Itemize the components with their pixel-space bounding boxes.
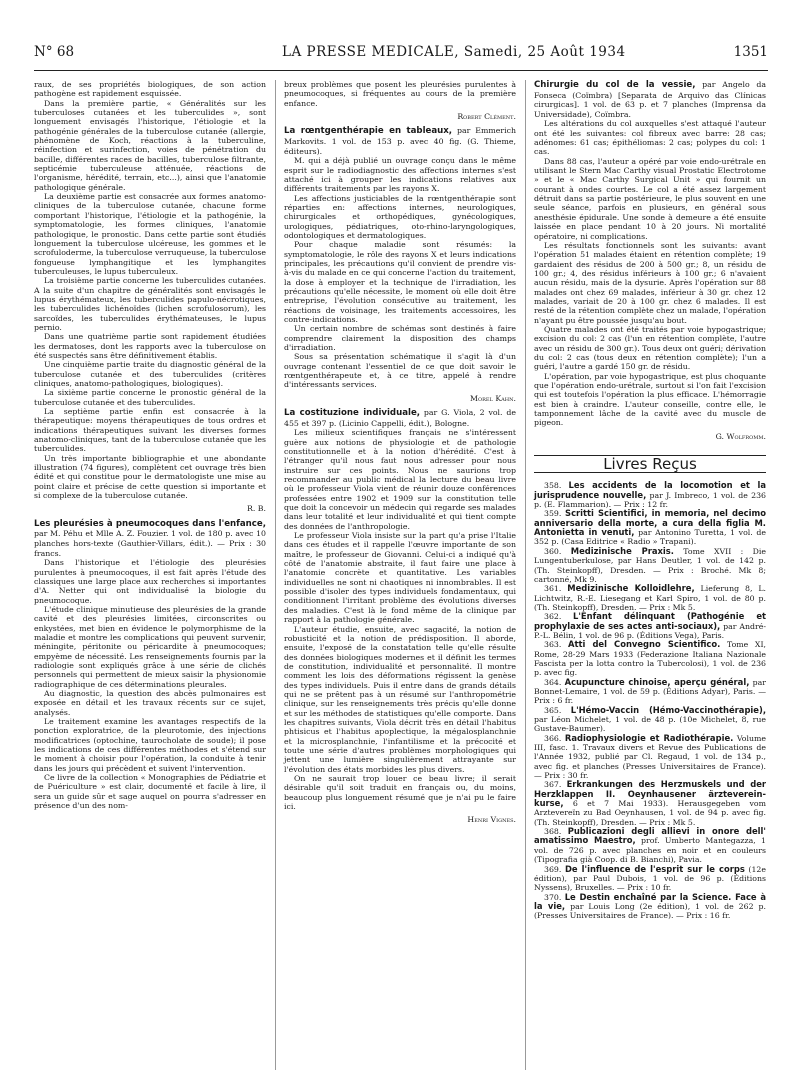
book-meta: par Léon Michelet, 1 vol. de 48 p. (10e Michelet, 8, rue Gustave-Baumer). xyxy=(534,715,766,734)
paragraph: La deuxième partie est consacrée aux formes anatomo-cliniques de la tuberculose cutanée, chacune forme comportant l'historique, l'étiologie et la pathogénie, la symptomatologie, les formes cliniques, l'anatomie pathologique, le pronostic. Dans cette partie sont étudiés longuement la tuberculose ulcéreuse, les gommes et le scrofuloderme, la tuberculose verruqueuse, la tuberculose fongueuse lymphangitique et les lymphangites tuberculeuses, le lupus tuberculeux. xyxy=(34,192,266,276)
review-title: La costituzione individuale, xyxy=(284,408,421,419)
book-title: L'Enfant délinquant (Pathogénie et prophylaxie de ses actes anti-sociaux), xyxy=(534,611,767,631)
review-meta: par Angelo da Fonseca (Coïmbra) [Separata de Arquivo das Clínicas cirurgicas]. 1 vol. de 63 p. et 7 planches (Imprensa da Universidade), Coïmbra. xyxy=(534,80,766,119)
paragraph: Quatre malades ont été traités par voie hypogastrique; excision du col: 2 cas (l'un en rétention complète, l'autre avec un résidu de 300 gr.). Tous deux ont guéri; dérivation du col: 2 cas (tous deux en rétention complète); l'un a guéri, l'autre a gardé 150 gr. de résidu. xyxy=(534,324,766,372)
paragraph: L'étude clinique minutieuse des pleurésies de la grande cavité et des pleurésies limitées, circonscrites ou enkystées, met bien en évidence le polymorphisme de la maladie et montre les complications qui peuvent survenir, méningite, péritonite ou péricardite à pneumocoques; empyème de nécessité. Les renseignements fournis par la radiologie sont expliqués grâce à une série de clichés personnels qui permettent de mieux saisir la physionomie radiographique de ces déterminations pleurales. xyxy=(34,604,266,689)
column-1 xyxy=(34,80,266,810)
book-entry xyxy=(534,893,766,921)
book-meta: 6 et 7 Mai 1933). Herausgegeben vom Arztevereïn zu Bad Oeynhausen, 1 vol. de 94 p. avec fig. (Th. Steinkopff), Dresden. — Prix : Mk 5. xyxy=(534,799,766,827)
journal-title: LA PRESSE MEDICALE, Samedi, 25 Août 1934 xyxy=(282,44,626,60)
book-title: Publicazioni degli allievi in onore dell' amatissimo Maestro, xyxy=(534,826,766,846)
review-heading xyxy=(284,126,516,156)
paragraph: Les résultats fonctionnels sont les suivants: avant l'opération 51 malades étaient en rétention complète; 19 gardaient des résidus de 200 à 500 gr.; 8, un résidu de 100 gr.; 4, des résidus inférieurs à 100 gr.; 6 n'avaient aucun résidu, mais de la dysurie. Après l'opération sur 88 malades ont chez 69 malades, inférieur à 30 gr. chez 12 malades, variait de 20 à 100 gr. chez 6 malades. Il est resté de la rétention complète chez un malade, l'opération n'ayant pu être poussée jusqu'au bout. xyxy=(534,240,766,325)
book-number: 359. xyxy=(544,509,562,519)
page-number: 1351 xyxy=(733,44,768,60)
book-entry xyxy=(534,678,766,706)
book-number: 358. xyxy=(544,481,562,491)
review-signature: R. B. xyxy=(246,504,266,514)
paragraph: Le traitement examine les avantages respectifs de la ponction exploratrice, de la pleurotomie, des injections modificatrices (optochine, taurocholate de soude); il pose les indications de ces différentes méthodes et s'étend sur le moment à choisir pour l'opération, la conduite à tenir dans les jours qui précèdent et suivent l'intervention. xyxy=(34,717,266,773)
paragraph: La septième partie enfin est consacrée à la thérapeutique: moyens thérapeutiques de tous ordres et indications thérapeutiques suivant les diverses formes anatomo-cliniques, tant de la tuberculose cutanée que les tuberculides. xyxy=(34,407,266,454)
paragraph: L'opération, par voie hypogastrique, est plus choquante que l'opération endo-urétrale, surtout si l'on fait l'excision qui est toutefois l'opération la plus efficace. L'hémorragie est bien à craindre. L'auteur conseille, contre elle, le tamponnement lâche de la cavité avec du muscle de pigeon. xyxy=(534,371,766,428)
book-number: 366. xyxy=(544,733,562,743)
book-meta: Volume III, fasc. 1. Travaux divers et Revue des Publications de l'Année 1932, publié par Cl. Regaud, 1 vol. de 134 p., avec fig. et planches (Presses Universitaires de France). — Prix : 30 fr. xyxy=(534,733,766,781)
book-number: 370. xyxy=(544,892,562,902)
review-meta: par G. Viola, 2 vol. de 455 et 397 p. (Licinio Cappelli, édit.), Bologne. xyxy=(284,408,516,428)
paragraph: Ce livre de la collection « Monographies de Pédiatrie et de Puériculture » est clair, documenté et facile à lire, il sera un guide sûr et sage auquel on pourra s'adresser en présence d'un des nom- xyxy=(34,773,266,811)
book-title: Acupuncture chinoise, aperçu général, xyxy=(564,676,750,687)
book-entry xyxy=(534,481,766,509)
book-meta: Lieferung 8, L. Lichtwitz, R.-E. Liesegang et Karl Spiro, 1 vol. de 80 p. (Th. Steinkopff), Dresden. — Prix : Mk 5. xyxy=(534,584,766,612)
review-meta: par Emmerich Markovits. 1 vol. de 153 p. avec 40 fig. (G. Thieme, éditeurs). xyxy=(284,126,517,156)
book-meta: Tome XVII : Die Lungentuberkulose, par Hans Deutler, 1 vol. de 142 p. (Th. Steinkopff), Dresden. — Prix : Broché. Mk 8; cartonné, Mk 9. xyxy=(534,546,766,584)
books-received-list xyxy=(534,481,766,920)
book-title: Scritti Scientifici, in memoria, nel decimo anniversario della morte, a cura della figlia M. Antonietta in venuti, xyxy=(534,508,766,538)
book-entry xyxy=(534,547,766,584)
book-title: L'Hémo-Vaccin (Hémo-Vaccinothérapie), xyxy=(570,704,766,715)
book-number: 365. xyxy=(544,705,562,715)
book-entry xyxy=(534,509,766,546)
book-meta: (12e édition), par Paul Dubois, 1 vol. de 96 p. (Éditions Nyssens), Bruxelles. — Prix : 10 fr. xyxy=(534,864,766,893)
review-signature: Henri Vignes. xyxy=(467,815,516,825)
review-heading xyxy=(34,519,266,558)
book-title: Radiophysiologie et Radiothérapie. xyxy=(564,732,734,743)
book-number: 363. xyxy=(544,640,562,650)
review-signature: Robert Clément. xyxy=(457,112,516,122)
paragraph: Dans 88 cas, l'auteur a opéré par voie endo-urétrale en utilisant le Stern Mac Carthy visual Prostatic Electrotome » et le « Mac Carthy Surgical Unit » qui fournit un courant à ondes courtes. Le col a été assez largement détruit dans sa partie postérieure, le plus souvent en une seule séance, parfois en plusieurs, en général sous anesthésie épidurale. Une sonde à demeure a été ensuite laissée en place pendant 10 à 20 jours. Ni mortalité opératoire, ni complications. xyxy=(534,156,766,241)
book-meta: prof. Umberto Mantegazza, 1 vol. de 726 p. avec planches en noir et en couleurs (Tipografia già Coop. di B. Bianchi), Pavia. xyxy=(534,836,766,865)
book-meta: par Bonnet-Lemaire, 1 vol. de 59 p. (Éditions Adyar), Paris. — Prix : 6 fr. xyxy=(534,677,766,706)
review-meta: par M. Péhu et Mlle A. Z. Fouzier. 1 vol. de 180 p. avec 10 planches hors-texte (Gauthier-Villars, édit.). — Prix : 30 francs. xyxy=(34,529,266,558)
book-title: Medizinische Praxis. xyxy=(570,545,674,556)
book-title: Medizinische Kolloidlehre, xyxy=(567,583,695,594)
book-title: Erkrankungen des Herzmuskels und der Herzklappen II. Oeynhausener ärzteverein-kurse, xyxy=(534,779,767,809)
paragraph: Un très importante bibliographie et une abondante illustration (74 figures), complètent cet ouvrage très bien édité et qui constitue pour le dermatologiste une mise au point claire et précise de cette question si importante et si complexe de la tuberculose cutanée. xyxy=(34,453,266,501)
paragraph: Les milieux scientifiques français ne s'intéressent guère aux notions de physiologie et de pathologie constitutionnelle et à la notion d'hérédité. C'est à l'étranger qu'il nous faut nous adresser pour nous instruire sur ces points. Nous ne saurions trop recommander au public médical la lecture du beau livre où le professeur Viola vient de réunir douze conférences professées entre 1902 et 1909 sur la constitution telle que doit la concevoir un médecin qui regarde ses malades dans leur totalité et leur individualité et qui tient compte des données de l'anthropologie. xyxy=(284,428,516,531)
review-title: La rœntgenthérapie en tableaux, xyxy=(284,126,453,137)
paragraph: Une cinquième partie traite du diagnostic général de la tuberculose cutanée et des tuberculides (critères cliniques, anatomo-pathologiques, biologiques). xyxy=(34,360,266,388)
book-number: 368. xyxy=(544,827,562,837)
paragraph: La sixième partie concerne le pronostic général de la tuberculose cutanée et des tuberculides. xyxy=(34,388,266,407)
column-rule xyxy=(525,80,526,1070)
book-entry xyxy=(534,640,766,677)
review-heading xyxy=(284,408,516,428)
paragraph: Dans la première partie, « Généralités sur les tuberculoses cutanées et les tuberculides », sont longuement envisagés l'historique, l'étiologie et la pathogénie générales de la tuberculose cutanée (allergie, phénomène de Koch, réactions à la tuberculine, réinfection et surinfection, voies de pénétration du bacille, différentes races de bacilles, tuberculose filtrante, septicémie tuberculeuse atténuée, réactions de l'organisme, hérédité, terrain, etc...), ainsi que l'anatomie pathologique générale. xyxy=(34,98,266,192)
review-signature: Morel Kahn. xyxy=(470,393,516,403)
book-number: 369. xyxy=(544,864,562,874)
book-entry xyxy=(534,612,766,640)
paragraph: Dans l'historique et l'étiologie des pleurésies purulentes à pneumocoques, il est fait après l'étude des classiques une large place aux recherches si importantes d'A. Netter qui ont individualisé la biologie du pneumocoque. xyxy=(34,558,266,605)
book-title: Atti del Convegno Scientifico. xyxy=(568,639,721,650)
review-heading xyxy=(534,80,766,119)
book-title: Le Destin enchaîné par la Science. Face à la vie, xyxy=(534,891,766,911)
paragraph: Au diagnostic, la question des abcès pulmonaires est exposée en détail et les travaux récents sur ce sujet, analysés. xyxy=(34,689,266,717)
paragraph: Les affections justiciables de la rœntgenthérapie sont réparties en: affections internes, neurologiques, chirurgicales et orthopédiques, gynécologiques, urologiques, pédiatriques, oto-rhino-laryngologiques, odontologiques et dermatologiques. xyxy=(284,193,516,240)
column-rule xyxy=(275,80,276,1070)
book-number: 364. xyxy=(544,677,562,687)
book-meta: par J. Imbreco, 1 vol. de 236 p. (E. Flammarion). — Prix : 12 fr. xyxy=(534,490,766,510)
paragraph: L'auteur étudie, ensuite, avec sagacité, la notion de robusticité et la notion de prédisposition. Il aborde, ensuite, l'exposé de la constatation telle qu'elle résulte des données biologiques modernes et il définit les termes de constitution, individualité et personnalité. Il montre comment les lois des déformations régissent la genèse des types individuels. Puis il entre dans de grands détails qui ne se prêtent pas à un résumé sur l'anthropométrie clinique, sur les renseignements très précis qu'elle donne et sur les méthodes de statistiques qu'elle comporte. Dans les chapitres suivants, Viola décrit très en détail l'habitus phtisicus et l'habitus apoplectique, la mégalosplanchnie et la microsplanchnie, l'infantilisme et la précocité et toute une série d'autres problèmes morphologiques qui jettent une lumière singulièrement attrayante sur l'évolution des états morbides les plus divers. xyxy=(284,624,516,774)
book-entry xyxy=(534,706,766,734)
paragraph: On ne saurait trop louer ce beau livre; il serait désirable qu'il soit traduit en français ou, du moins, beaucoup plus longuement résumé que je n'ai pu le faire ici. xyxy=(284,774,516,812)
book-entry xyxy=(534,780,766,827)
paragraph: raux, de ses propriétés biologiques, de son action pathogène est rapidement esquissée. xyxy=(34,80,266,99)
paragraph: breux problèmes que posent les pleurésies purulentes à pneumocoques, si fréquentes au cours de la première enfance. xyxy=(284,80,516,108)
paragraph: Pour chaque maladie sont résumés: la symptomatologie, le rôle des rayons X et leurs indications principales, les précautions qu'il convient de prendre vis-à-vis du malade en ce qui concerne l'action du traitement, la dose à employer et la technique de l'irradiation, les précautions qu'elle nécessite, le moment où elle doit être entreprise, l'évolution consécutive au traitement, les réactions de voisinage, les traitements accessoires, les contre-indications. xyxy=(284,240,516,324)
paragraph: La troisième partie concerne les tuberculides cutanées. A la suite d'un chapitre de généralités sont envisagés le lupus érythémateux, les tuberculides papulo-nécrotiques, les tuberculides lichénoïdes (lichen scrofulosorum), les sarcoïdes, les tuberculides érythémateuses, le lupus pernio. xyxy=(34,276,266,332)
review-title: Les pleurésies à pneumocoques dans l'enfance, xyxy=(34,518,266,529)
paragraph: Les altérations du col auxquelles s'est attaqué l'auteur ont été les suivantes: col fibreux avec barre: 28 cas; adénomes: 61 cas; épithéliomas: 2 cas; polypes du col: 1 cas. xyxy=(534,119,766,157)
column-2 xyxy=(284,80,516,830)
book-meta: par André-P.-L. Bélin, 1 vol. de 96 p. (Éditions Vega), Paris. xyxy=(534,621,766,640)
paragraph: Un certain nombre de schémas sont destinés à faire comprendre clairement la disposition des champs d'irradiation. xyxy=(284,324,516,353)
book-meta: Tome XI, Rome, 28-29 Mars 1933 (Federazione Italiana Nazionale Fascista per la lotta contro la Tubercolosi), 1 vol. de 236 p. avec fig. xyxy=(534,640,767,678)
paragraph: M. qui a déjà publié un ouvrage conçu dans le même esprit sur le radiodiagnostic des affections internes s'est attaché ici à grouper les indications relatives aux différents traitements par les rayons X. xyxy=(284,156,516,194)
book-meta: par Antonino Turetta, 1 vol. de 352 p. (Casa Editrice « Radio » Trapani). xyxy=(534,528,766,547)
books-received-heading: Livres Reçus xyxy=(534,455,766,473)
book-entry xyxy=(534,734,766,781)
book-title: Les accidents de la locomotion et la jurisprudence nouvelle, xyxy=(534,480,767,500)
paragraph: Dans une quatrième partie sont rapidement étudiées les dermatoses, dont les rapports avec la tuberculose on été suspectés sans être définitivement établis. xyxy=(34,332,266,360)
book-meta: par Louis Long (2e édition), 1 vol. de 262 p. (Presses Universitaires de France). — Prix : 16 fr. xyxy=(534,901,766,921)
paragraph: Sous sa présentation schématique il s'agit là d'un ouvrage contenant l'essentiel de ce que doit savoir le rœntgenthérapeute et, à ce titre, appelé à rendre d'intéressants services. xyxy=(284,352,516,390)
book-number: 362. xyxy=(544,612,562,622)
column-3 xyxy=(534,80,766,921)
review-title: Chirurgie du col de la vessie, xyxy=(534,80,696,90)
book-number: 361. xyxy=(544,584,562,594)
book-title: De l'influence de l'esprit sur le corps xyxy=(564,863,745,874)
review-signature: G. Wolfromm. xyxy=(715,431,766,441)
issue-number: N° 68 xyxy=(34,44,75,60)
book-number: 360. xyxy=(544,546,562,556)
book-entry xyxy=(534,827,766,864)
paragraph: Le professeur Viola insiste sur la part qu'a prise l'Italie dans ces études et il rappelle l'œuvre importante de son maître, le professeur de Giovanni. Celui-ci a indiqué qu'à côté de l'anatomie abstraite, il faut faire une place à l'anatomie concrète et quantitative. Les variables individuelles ne sont ni chaotiques ni innombrables. Il est possible d'isoler des types individuels fondamentaux, qui conditionnent l'irritant problème des évolutions diverses des maladies. C'est là le fond même de la clinique par rapport à la pathologie générale. xyxy=(284,531,516,625)
page-header xyxy=(34,44,768,71)
book-entry xyxy=(534,865,766,893)
book-number: 367. xyxy=(544,780,562,790)
book-entry xyxy=(534,584,766,612)
